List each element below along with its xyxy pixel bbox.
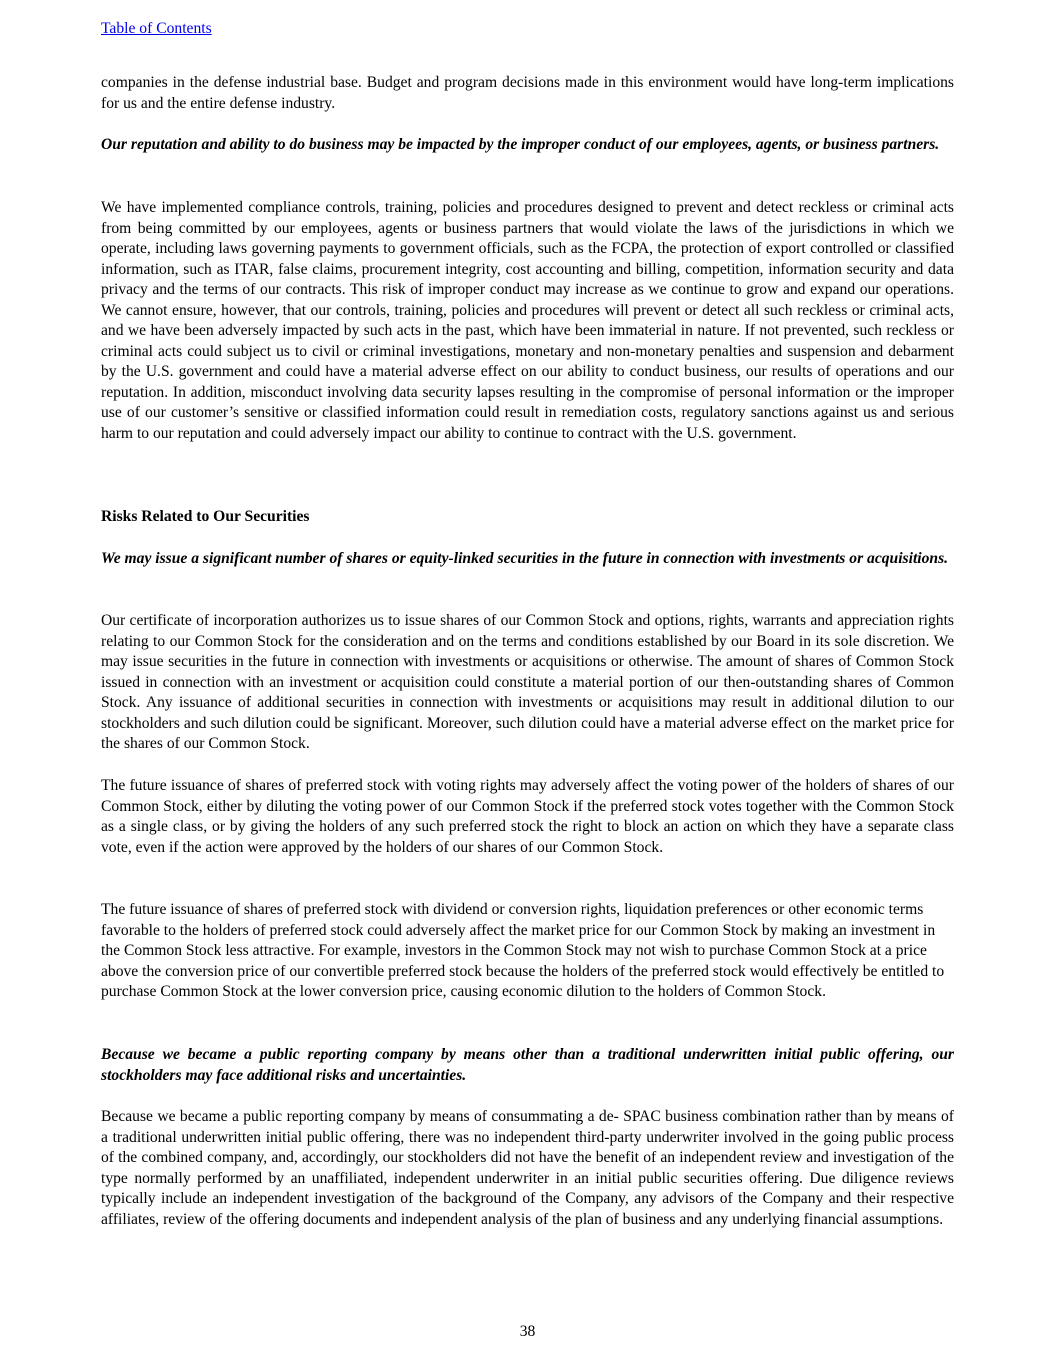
paragraph-compliance-controls: We have implemented compliance controls, training, policies and procedures designed to prevent and detect reckless or criminal acts from being committed by our employees, agents or business partners that would violate the laws of the jurisdictions in which we operate, including laws governing payments to government officials, such as the FCPA, the protection of export controlled or classified information, such as ITAR, false claims, procurement integrity, cost accounting and billing, competition, information security and data privacy and the terms of our contracts. This risk of improper conduct may increase as we continue to grow and expand our operations. We cannot ensure, however, that our controls, training, policies and procedures will prevent or detect all such reckless or criminal acts, and we have been adversely impacted by such acts in the past, which have been immaterial in nature. If not prevented, such reckless or criminal acts could subject us to civil or criminal investigations, monetary and non-monetary penalties and suspension and debarment by the U.S. government and could have a material adverse effect on our ability to conduct business, our results of operations and our reputation. In addition, misconduct involving data security lapses resulting in the compromise of personal information or the improper use of our customer’s sensitive or classified information could result in remediation costs, regulatory sanctions against us and serious harm to our reputation and could adversely impact our ability to continue to contract with the U.S. government. bbox=[101, 199, 954, 442]
paragraph-de-spac-combination: Because we became a public reporting company by means of consummating a de- SPAC business combination rather than by means of a traditional underwritten initial public offering, there was no independent third-party underwriter involved in the going public process of the combined company, and, accordingly, our stockholders did not have the benefit of an independent review and investigation of the type normally performed by an unaffiliated, independent underwriter in an initial public securities offering. Due diligence reviews typically include an independent investigation of the background of the Company, any advisors of the Company and their respective affiliates, review of the offering documents and independent analysis of the plan of business and any underlying financial assumptions. bbox=[101, 1108, 954, 1228]
section-heading-securities-risks: Risks Related to Our Securities bbox=[101, 508, 310, 525]
paragraph-certificate-of-incorporation: Our certificate of incorporation authorizes us to issue shares of our Common Stock and options, rights, warrants and appreciation rights relating to our Common Stock for the consideration and on the terms and conditions established by our Board in its sole discretion. We may issue securities in the future in connection with investments or acquisitions or otherwise. The amount of shares of Common Stock issued in connection with an investment or acquisition could constitute a material portion of our then-outstanding shares of Common Stock. Any issuance of additional securities in connection with investments or acquisitions may result in additional dilution to our stockholders and such dilution could be significant. Moreover, such dilution could have a material adverse effect on the market price for the shares of our Common Stock. bbox=[101, 612, 954, 752]
paragraph-defense-continuation: companies in the defense industrial base. Budget and program decisions made in this environment would have long-term implications for us and the entire defense industry. bbox=[101, 74, 954, 112]
table-of-contents-link[interactable]: Table of Contents bbox=[101, 20, 212, 37]
paragraph-preferred-voting-rights: The future issuance of shares of preferred stock with voting rights may adversely affect the voting power of the holders of shares of our Common Stock, either by diluting the voting power of our Common Stock if the preferred stock votes together with the Common Stock as a single class, or by giving the holders of any such preferred stock the right to block an action on which they have a separate class vote, even if the action were approved by the holders of our shares of our Common Stock. bbox=[101, 777, 954, 856]
page-number: 38 bbox=[519, 1323, 536, 1340]
heading-public-reporting-risk: Because we became a public reporting company by means other than a traditional underwritten initial public offering, our stockholders may face additional risks and uncertainties. bbox=[101, 1046, 954, 1084]
heading-reputation-risk: Our reputation and ability to do business may be impacted by the improper conduct of our employees, agents, or business partners. bbox=[101, 136, 940, 153]
paragraph-preferred-dividend-rights: The future issuance of shares of preferred stock with dividend or conversion rights, liquidation preferences or other economic terms favorable to the holders of preferred stock could adversely affect the market price for our Common Stock by making an investment in the Common Stock less attractive. For example, investors in the Common Stock may not wish to purchase Common Stock at a price above the conversion price of our convertible preferred stock because the holders of the preferred stock would effectively be entitled to purchase Common Stock at the lower conversion price, causing economic dilution to the holders of Common Stock. bbox=[101, 901, 945, 1000]
heading-issue-shares-risk: We may issue a significant number of shares or equity-linked securities in the future in connection with investments or acquisitions. bbox=[101, 550, 949, 567]
